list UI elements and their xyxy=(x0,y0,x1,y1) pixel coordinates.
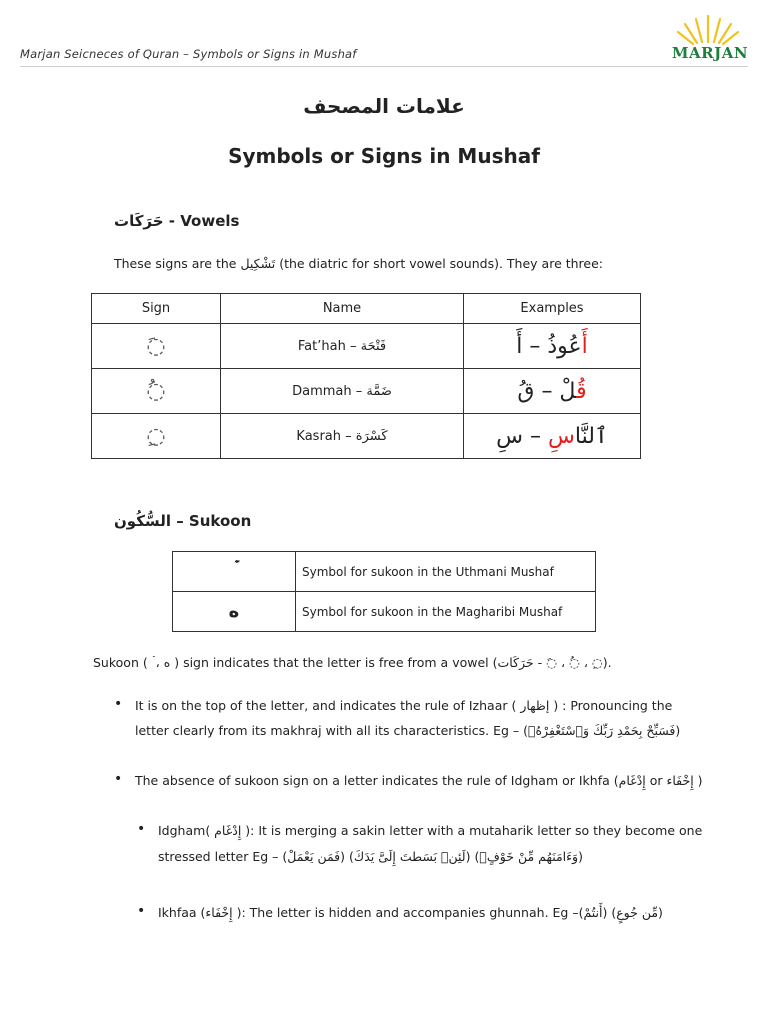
dammah-sign: ◌ُ xyxy=(92,369,221,414)
ikhfaa-line: Ikhfaa (إِخْفَاء ): The letter is hidden and accompanies ghunnah. Eg –(مِّن جُوعٍ) (أَنتُمْ) xyxy=(158,905,663,920)
idgham-line-1: Idgham( إِدْغَام ): It is merging a sakin letter with a mutaharik letter so they become one xyxy=(158,823,703,838)
dammah-name: ضَمَّة – Dammah xyxy=(221,369,464,414)
table-row xyxy=(92,369,641,414)
table-row xyxy=(173,592,596,632)
vowels-table xyxy=(91,293,641,459)
vowels-heading: حَرَكَات - Vowels xyxy=(114,212,240,230)
table-header-row xyxy=(92,294,641,324)
title-english: Symbols or Signs in Mushaf xyxy=(228,144,540,168)
fathah-sign: ◌َ xyxy=(92,324,221,369)
izhaar-example: (فَسَبِّحْ بِحَمْدِ رَبِّكَ وَٱسْتَغْفِرْهُۚ) xyxy=(523,723,681,738)
fathah-example: أَعُوذُ – أَ xyxy=(464,324,641,369)
absence-of-sukoon-text: The absence of sukoon sign on a letter indicates the rule of Idgham or Ikhfa (إِدْغَام or إِخْفَاء ) xyxy=(135,773,703,788)
uthmani-sukoon-desc: Symbol for sukoon in the Uthmani Mushaf xyxy=(296,552,596,592)
col-header-sign: Sign xyxy=(92,294,221,324)
sukoon-table xyxy=(172,551,596,632)
bullet-marker: • xyxy=(114,696,123,712)
fathah-name: فَتْحَة – Fat’hah xyxy=(221,324,464,369)
col-header-name: Name xyxy=(221,294,464,324)
logo-text: MARJAN xyxy=(671,44,749,62)
kasrah-example: ٱلنَّاسِ – سِ xyxy=(464,414,641,459)
magharibi-sukoon-desc: Symbol for sukoon in the Magharibi Mushaf xyxy=(296,592,596,632)
bullet-marker: • xyxy=(137,903,146,919)
sukoon-definition: Sukoon ( ۡ ، ه ) sign indicates that the letter is free from a vowel (حَرَكَات - ◌َ ، ◌ُ ، ◌ِ). xyxy=(93,655,612,670)
izhaar-line-2: letter clearly from its makhraj with all its characteristics. Eg – (فَسَبِّحْ بِحَمْدِ رَبِّكَ وَٱسْتَغْفِرْهُۚ) xyxy=(135,723,681,738)
kasrah-name: كَسْرَة – Kasrah xyxy=(221,414,464,459)
idgham-line-2: stressed letter Eg – (وَءَامَنَهُم مِّنْ خَوْفٍۭ) (لَئِنۢ بَسَطتَ إِلَىَّ يَدَكَ) (فَمَن يَعْمَلْ) xyxy=(158,849,583,864)
title-arabic: علامات المصحف xyxy=(303,94,465,118)
magharibi-sukoon-symbol: ه xyxy=(173,592,296,632)
header-divider xyxy=(20,66,748,67)
bullet-marker: • xyxy=(114,771,123,787)
bullet-marker: • xyxy=(137,821,146,837)
kasrah-sign: ◌ِ xyxy=(92,414,221,459)
dammah-example: قُلْ – قُ xyxy=(464,369,641,414)
table-row xyxy=(92,324,641,369)
sukoon-heading: السُّكُون – Sukoon xyxy=(114,512,252,530)
col-header-examples: Examples xyxy=(464,294,641,324)
uthmani-sukoon-symbol xyxy=(173,552,296,592)
vowels-intro: These signs are the تَشْكِيل (the diatric for short vowel sounds). They are three: xyxy=(114,256,604,271)
ikhfaa-examples: (مِّن جُوعٍ) (أَنتُمْ) xyxy=(578,905,663,920)
table-row xyxy=(173,552,596,592)
izhaar-line-1: It is on the top of the letter, and indicates the rule of Izhaar ( إظهار ) : Pronouncing the xyxy=(135,698,673,713)
running-header: Marjan Seicneces of Quran – Symbols or Signs in Mushaf xyxy=(20,47,357,61)
table-row xyxy=(92,414,641,459)
idgham-examples: (وَءَامَنَهُم مِّنْ خَوْفٍۭ) (لَئِنۢ بَسَطتَ إِلَىَّ يَدَكَ) (فَمَن يَعْمَلْ) xyxy=(282,849,583,864)
